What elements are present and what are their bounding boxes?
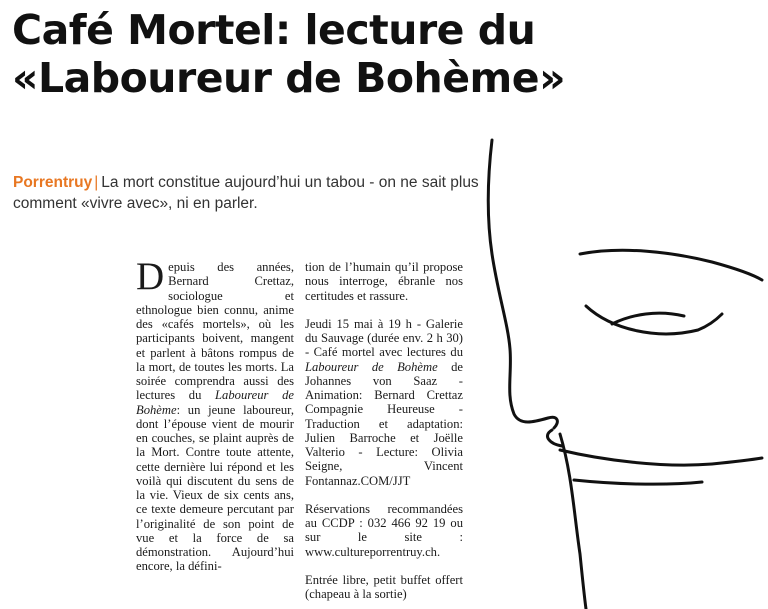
paragraph-text: de Johannes von Saaz - Animation: Bernard Crettaz Compagnie Heureuse - Traduction et adaptation: Julien Barroche et Joëlle Valterio - Lecture: Olivia Seigne, Vincent Fontannaz.COM/JJT — [305, 359, 463, 488]
reservation-info: Réservations recommandées au CCDP : 032 466 92 19 ou sur le site : www.cultureporrentruy.ch. — [305, 501, 463, 559]
chin-line — [560, 434, 586, 609]
paragraph: tion de l’humain qu’il propose nous interroge, ébranle nos certitudes et rassure. — [305, 260, 463, 303]
headline-line-2: «Laboureur de Bohème» — [12, 54, 566, 102]
work-title: Laboureur de Bohème — [136, 388, 294, 417]
article-headline — [12, 6, 612, 102]
eye-line — [586, 306, 722, 334]
dateline: Porrentruy — [13, 174, 93, 191]
dateline-separator: | — [94, 174, 99, 191]
work-title: Laboureur de Bohème — [305, 359, 438, 374]
paragraph-text: : un jeune laboureur, dont l’épouse vient de mourir en couches, se plaint auprès de la Mort. Contre toute attente, cette dernière lui répond et les voilà qui discutent du sens de la vie. Vieux de six cents ans, ce texte demeure percutant par l’originalité de son point de vue et la force de sa démonstration. Aujourd’hui encore, la défini- — [136, 402, 294, 574]
eye-lid-line — [612, 313, 684, 324]
event-details — [305, 317, 463, 488]
entry-info: Entrée libre, petit buffet offert (chapeau à la sortie) — [305, 572, 463, 601]
profile-line — [488, 140, 557, 428]
lower-lip-line — [574, 480, 702, 484]
face-sketch-illustration — [462, 134, 768, 609]
paragraph — [136, 255, 294, 574]
headline-line-1: Café Mortel: lecture du — [12, 6, 536, 54]
lips-line — [560, 450, 762, 465]
drop-cap: D — [136, 255, 165, 298]
article-lead — [13, 172, 483, 214]
paragraph-text: epuis des années, Bernard Crettaz, sociologue et ethnologue bien connu, anime des «cafés mortels», où les participants boivent, mangent et parlent à bâtons rompus de la mort, de toutes les morts. La soirée comprendra aussi des lectures du — [136, 260, 294, 403]
lead-text: La mort constitue aujourd’hui un tabou - on ne sait plus comment «vivre avec», ni en parler. — [13, 174, 479, 212]
paragraph-text: Jeudi 15 mai à 19 h - Galerie du Sauvage (durée env. 2 h 30) - Café mortel avec lectures du — [305, 316, 463, 360]
article-column-2 — [305, 260, 463, 601]
article-column-1 — [136, 255, 294, 574]
eyebrow-line — [580, 250, 762, 280]
